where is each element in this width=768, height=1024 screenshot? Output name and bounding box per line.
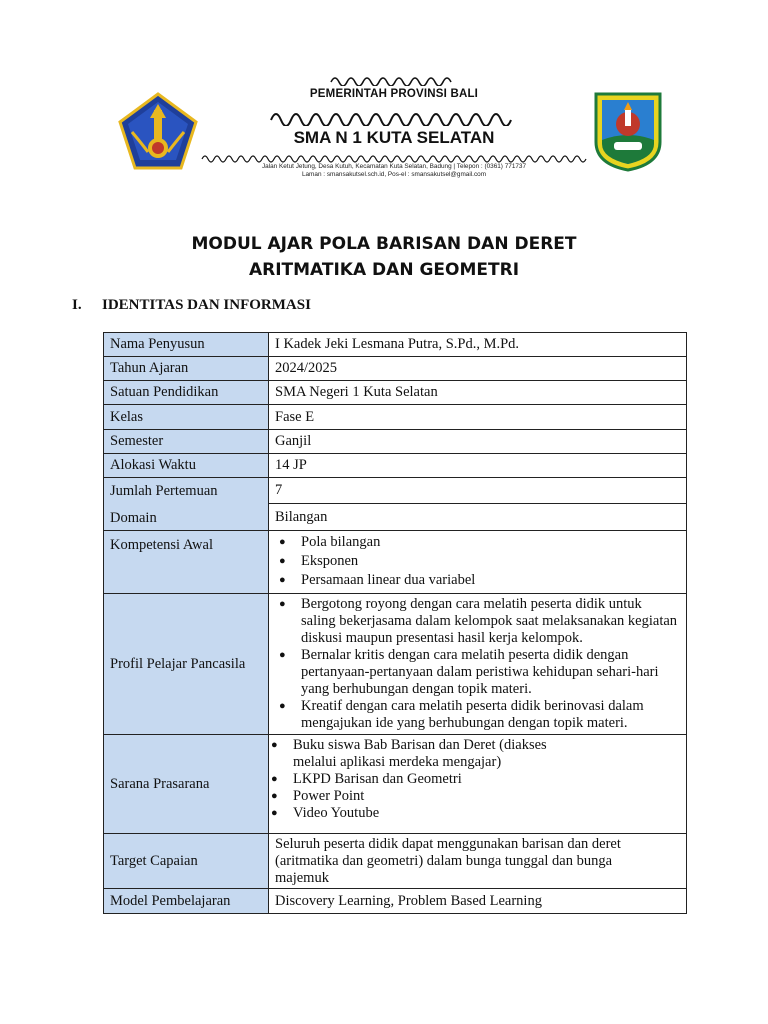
list-item: ● Bergotong royong dengan cara melatih peserta didik untuk saling bekerjasama dalam kelompok saat melaksanakan kegiatan diskusi maupun presentasi hasil kerja kelompok. — [295, 596, 680, 647]
table-row — [104, 478, 687, 531]
balinese-script-line-3 — [200, 151, 588, 163]
list-item: ● Buku siswa Bab Barisan dan Deret (diakses melalui aplikasi merdeka mengajar) — [287, 737, 680, 771]
row-label: Satuan Pendidikan — [104, 381, 269, 405]
row-value: Discovery Learning, Problem Based Learning — [269, 889, 687, 914]
row-label: Kompetensi Awal — [104, 531, 269, 594]
profil-list — [275, 596, 680, 732]
table-row — [104, 834, 687, 889]
row-value: 14 JP — [269, 454, 687, 478]
balinese-script-line-2 — [269, 104, 519, 126]
row-label: Model Pembelajaran — [104, 889, 269, 914]
row-label: Nama Penyusun — [104, 333, 269, 357]
table-row — [104, 430, 687, 454]
table-row — [104, 357, 687, 381]
list-item: ● Pola bilangan — [295, 533, 680, 552]
letterhead — [0, 0, 768, 215]
school-emblem-icon — [594, 92, 662, 172]
row-label: Profil Pelajar Pancasila — [104, 594, 269, 735]
table-row — [104, 594, 687, 735]
row-label: Target Capaian — [104, 834, 269, 889]
row-label: Sarana Prasarana — [104, 735, 269, 834]
section-heading — [72, 297, 311, 314]
list-item: ● Persamaan linear dua variabel — [295, 571, 680, 590]
row-value: 7 — [269, 478, 686, 504]
identity-table — [103, 332, 687, 914]
row-label: Semester — [104, 430, 269, 454]
government-name: PEMERINTAH PROVINSI BALI — [309, 88, 479, 100]
school-address: Jalan Ketut Jetung, Desa Kutuh, Kecamatan Kuta Selatan, Badung | Telepon : (0361) 771737 — [261, 163, 527, 170]
list-item: ● Power Point — [287, 788, 680, 805]
document-title-line-2: ARITMATIKA DAN GEOMETRI — [248, 260, 520, 280]
list-item: ● Eksponen — [295, 552, 680, 571]
row-label-group — [104, 478, 269, 531]
table-row — [104, 889, 687, 914]
table-row — [104, 454, 687, 478]
row-value: I Kadek Jeki Lesmana Putra, S.Pd., M.Pd. — [269, 333, 687, 357]
row-value: Fase E — [269, 405, 687, 430]
list-item: ● Video Youtube — [287, 805, 680, 822]
row-label: Alokasi Waktu — [104, 454, 269, 478]
row-value: Bilangan — [275, 509, 328, 525]
kompetensi-list — [275, 533, 680, 590]
document-title — [0, 231, 768, 283]
table-row — [104, 735, 687, 834]
row-value — [269, 735, 687, 834]
row-value: Seluruh peserta didik dapat menggunakan barisan dan deret (aritmatika dan geometri) dalam bunga tunggal dan bunga majemuk — [269, 834, 687, 889]
row-value: 2024/2025 — [269, 357, 687, 381]
letterhead-text — [200, 72, 588, 179]
table-row — [104, 405, 687, 430]
row-label: Tahun Ajaran — [104, 357, 269, 381]
table-row — [104, 531, 687, 594]
row-value-group — [269, 478, 687, 531]
row-label: Kelas — [104, 405, 269, 430]
row-value — [269, 594, 687, 735]
sarana-list — [275, 737, 680, 822]
bali-province-emblem-icon — [118, 92, 198, 170]
row-value — [269, 531, 687, 594]
school-name: SMA N 1 KUTA SELATAN — [293, 128, 495, 147]
list-item: ● LKPD Barisan dan Geometri — [287, 771, 680, 788]
section-number: I. — [72, 297, 82, 313]
school-contact: Laman : smansakutsel.sch.id, Pos-el : smansakutsel@gmail.com — [301, 171, 487, 178]
row-value: SMA Negeri 1 Kuta Selatan — [269, 381, 687, 405]
document-title-line-1: MODUL AJAR POLA BARISAN DAN DERET — [191, 234, 577, 254]
table-row — [104, 333, 687, 357]
list-item: ● Kreatif dengan cara melatih peserta didik berinovasi dalam mengajukan ide yang berhubungan dengan topik materi. — [295, 698, 680, 732]
balinese-script-line-1 — [329, 72, 459, 86]
row-label: Jumlah Pertemuan — [110, 483, 218, 499]
row-label: Domain — [110, 510, 157, 526]
table-row — [104, 381, 687, 405]
section-title: IDENTITAS DAN INFORMASI — [102, 297, 311, 313]
row-value: Ganjil — [269, 430, 687, 454]
list-item: ● Bernalar kritis dengan cara melatih peserta didik dengan pertanyaan-pertanyaan dalam peristiwa kehidupan sehari-hari yang berhubungan dengan topik materi. — [295, 647, 680, 698]
